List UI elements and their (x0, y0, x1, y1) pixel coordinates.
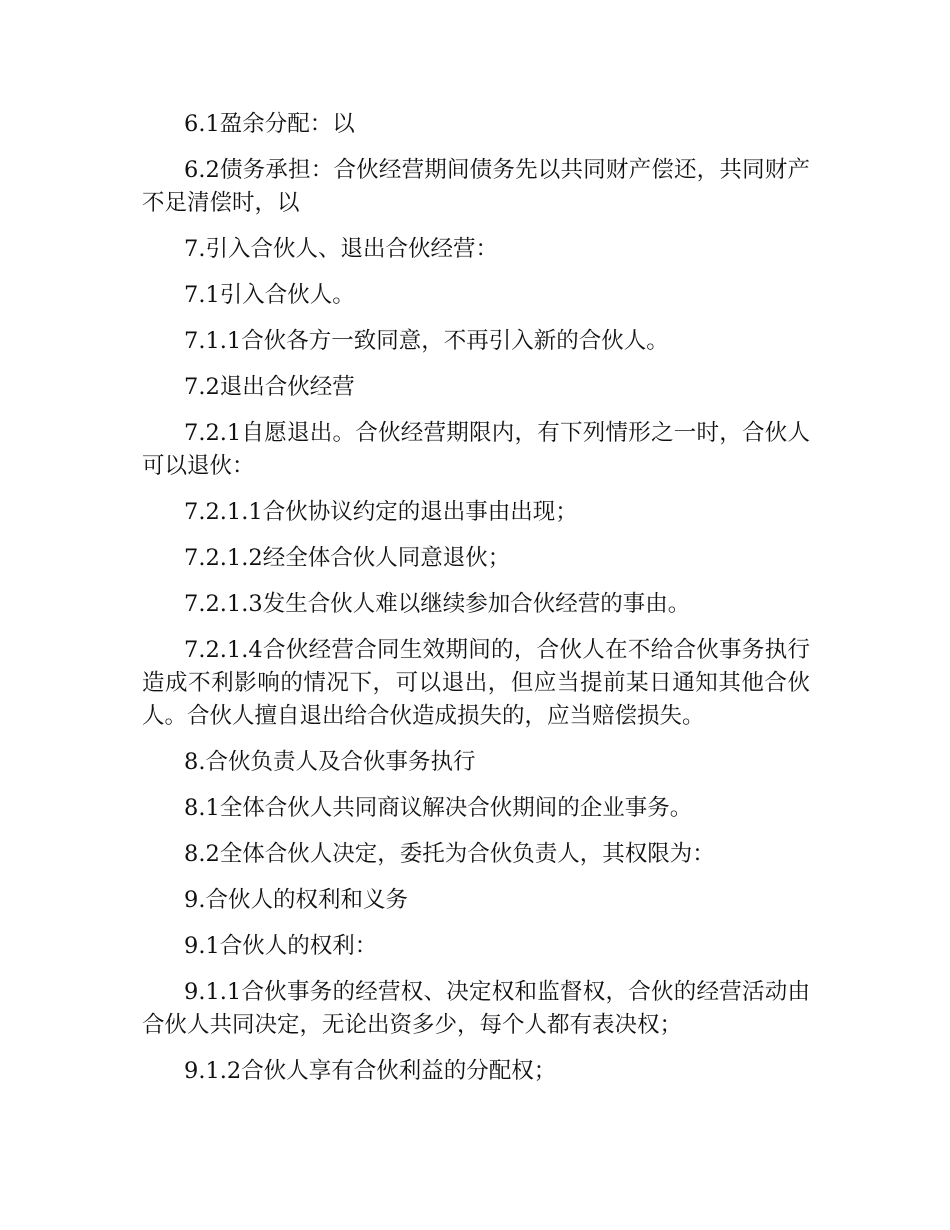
document-body (142, 108, 810, 1101)
paragraph-7-1-1: 7.1.1合伙各方一致同意，不再引入新的合伙人。 (184, 328, 669, 354)
paragraph-9-1-2: 9.1.2合伙人享有合伙利益的分配权； (184, 1058, 557, 1084)
paragraph-7-1: 7.1引入合伙人。 (184, 282, 355, 308)
paragraph-8: 8.合伙负责人及合伙事务执行 (184, 749, 476, 775)
paragraph-7-2-1: 7.2.1自愿退出。合伙经营期限内，有下列情形之一时，合伙人可以退伙： (142, 420, 810, 479)
paragraph-8-1: 8.1全体合伙人共同商议解决合伙期间的企业事务。 (184, 795, 693, 821)
paragraph-7-2: 7.2退出合伙经营 (184, 374, 355, 400)
paragraph-7-2-1-1: 7.2.1.1合伙协议约定的退出事由出现； (184, 499, 578, 525)
paragraph-9-1: 9.1合伙人的权利： (184, 933, 378, 959)
paragraph-6-1: 6.1盈余分配：以 (184, 111, 355, 137)
paragraph-8-2: 8.2全体合伙人决定，委托为合伙负责人，其权限为： (184, 841, 715, 867)
paragraph-7-2-1-4: 7.2.1.4合伙经营合同生效期间的，合伙人在不给合伙事务执行造成不利影响的情况下，可以退出，但应当提前某日通知其他合伙人。合伙人擅自退出给合伙造成损失的，应当赔偿损失。 (142, 637, 810, 729)
paragraph-7: 7.引入合伙人、退出合伙经营： (184, 236, 498, 262)
paragraph-9-1-1: 9.1.1合伙事务的经营权、决定权和监督权，合伙的经营活动由合伙人共同决定，无论出资多少，每个人都有表决权； (142, 979, 810, 1038)
paragraph-7-2-1-3: 7.2.1.3发生合伙人难以继续参加合伙经营的事由。 (184, 591, 691, 617)
paragraph-9: 9.合伙人的权利和义务 (184, 887, 408, 913)
paragraph-6-2: 6.2债务承担：合伙经营期间债务先以共同财产偿还，共同财产不足清偿时，以 (142, 157, 810, 216)
paragraph-7-2-1-2: 7.2.1.2经全体合伙人同意退伙； (184, 545, 511, 571)
